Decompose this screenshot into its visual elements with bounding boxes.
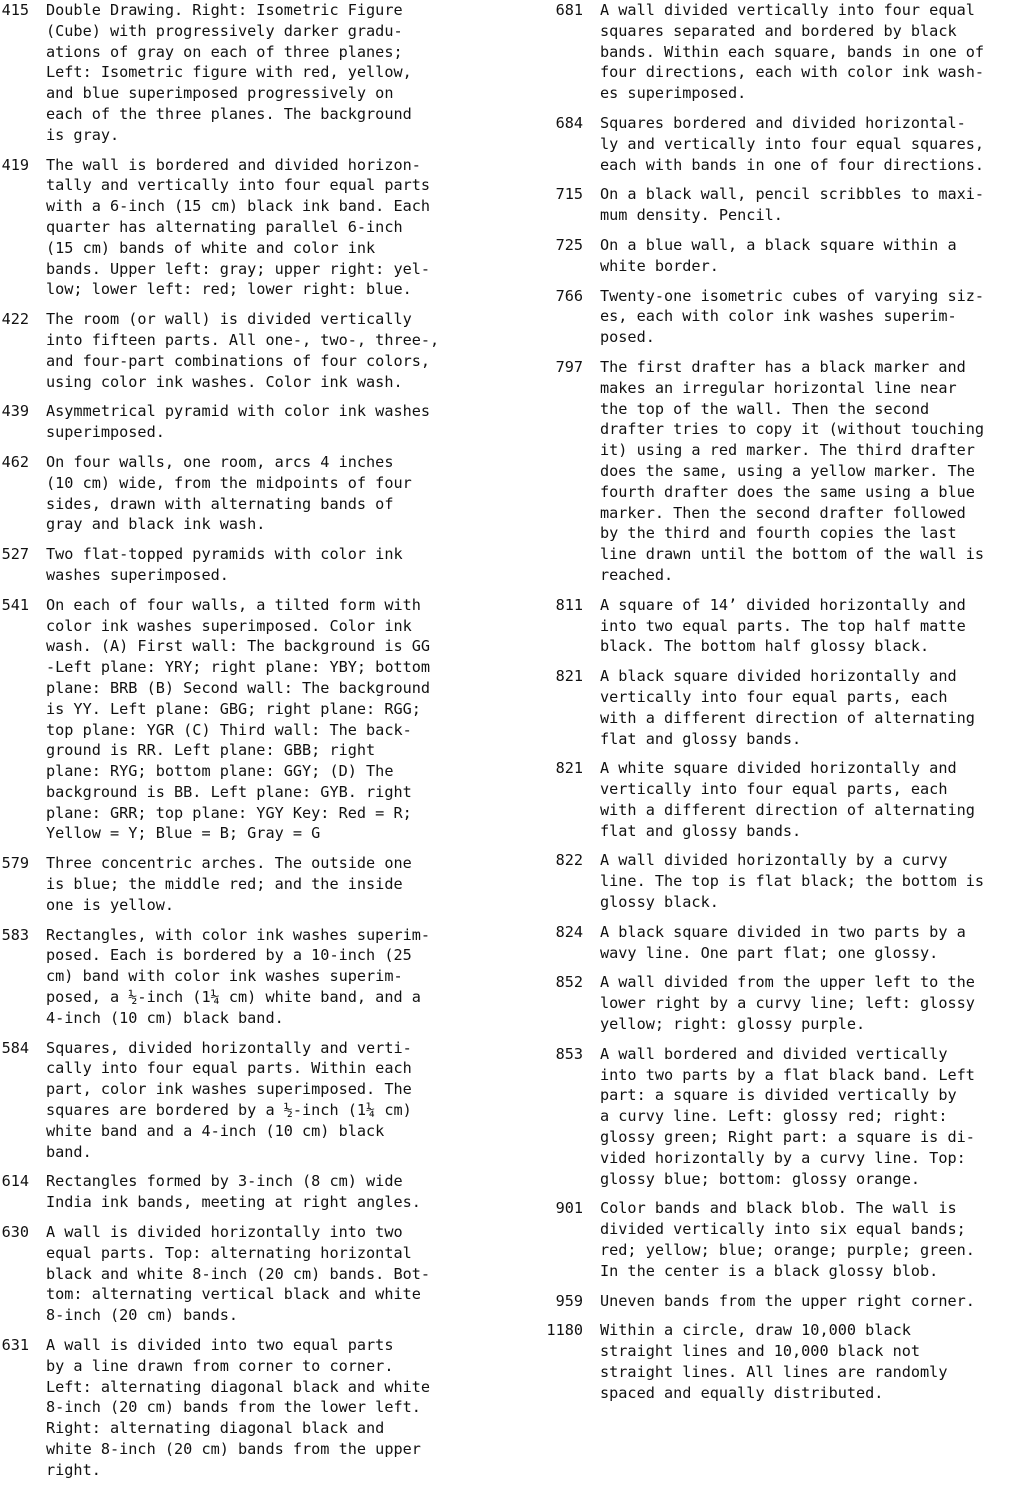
entry-text: Within a circle, draw 10,000 black straight lines and 10,000 black not straight lines. All lines are randomly spaced and equally distributed. (600, 1321, 948, 1402)
entry-number: 853 (555, 1044, 583, 1063)
entry-text: Twenty-one isometric cubes of varying siz- es, each with color ink washes superim- posed. (600, 286, 985, 347)
entry-text: Color bands and black blob. The wall is divided vertically into six equal bands; red; yellow; blue; orange; purple; green. In the center is a black glossy blob. (600, 1199, 975, 1280)
entry-852 (540, 972, 1035, 1034)
entry-text: A square of 14’ divided horizontally and into two equal parts. The top half matte black. The bottom half glossy black. (600, 595, 966, 656)
entry-text: The room (or wall) is divided vertically into fifteen parts. All one-, two-, three-, and four-part combinations of four colors, using color ink washes. Color ink wash. (46, 310, 440, 391)
entry-text: Double Drawing. Right: Isometric Figure (Cube) with progressively darker gradu- ations of gray on each of three planes; Left: Isometric figure with red, yellow, and blue superimposed progressively on each of the three planes. The background is gray. (46, 1, 412, 144)
entry-text: A wall bordered and divided vertically into two parts by a flat black band. Left part: a square is divided vertically by a curvy line. Left: glossy red; right: glossy green; Right part: a square is di- vided horizontally by a curvy line. Top: glossy blue; bottom: glossy orange. (600, 1044, 975, 1188)
entry-text: Three concentric arches. The outside one is blue; the middle red; and the inside one is yellow. (46, 854, 412, 914)
entry-text: On each of four walls, a tilted form with color ink washes superimposed. Color ink wash. (A) First wall: The background is GG -Left plane: YRY; right plane: YBY; bottom plane: BRB (B) Second wall: The background is YY. Left plane: GBG; right plane: RGG; top plane: YGR (C) Third wall: The back- ground is RR. Left plane: GBB; right plane: RYG; bottom plane: GGY; (D) The background is BB. Left plane: GYB. right plane: GRR; top plane: YGY Key: Red = R; Yellow = Y; Blue = B; Gray = G (46, 595, 431, 843)
entry-text: A wall is divided horizontally into two equal parts. Top: alternating horizontal black and white 8-inch (20 cm) bands. Bot- tom: alternating vertical black and white 8-inch (20 cm) bands. (46, 1223, 431, 1325)
entry-631 (0, 1335, 500, 1481)
entry-number: 684 (555, 113, 583, 132)
entry-584 (0, 1038, 500, 1163)
entry-text: A black square divided horizontally and vertically into four equal parts, each with a different direction of alternating flat and glossy bands. (600, 667, 975, 748)
entry-number: 422 (1, 310, 29, 329)
entry-419 (0, 155, 500, 301)
entry-462 (0, 452, 500, 535)
entry-text: A wall divided from the upper left to the lower right by a curvy line; left: glossy yellow; right: glossy purple. (600, 973, 975, 1034)
entry-number: 821 (555, 667, 583, 686)
entry-822 (540, 850, 1035, 912)
entry-901 (540, 1198, 1035, 1281)
entry-541 (0, 595, 500, 845)
entry-number: 852 (555, 973, 583, 992)
left-column (0, 0, 500, 1490)
entry-614 (0, 1171, 500, 1213)
entry-text: A wall is divided into two equal parts by a line drawn from corner to corner. Left: alternating diagonal black and white 8-inch (20 cm) bands from the lower left. Right: alternating diagonal black and white 8-inch (20 cm) bands from the upper right. (46, 1336, 431, 1479)
entry-766 (540, 286, 1035, 348)
entry-number: 631 (1, 1336, 29, 1355)
entry-number: 681 (555, 1, 583, 19)
entry-number: 419 (1, 155, 29, 174)
entry-text: Two flat-topped pyramids with color ink washes superimposed. (46, 545, 403, 584)
entry-415 (0, 0, 500, 146)
entry-text: On a black wall, pencil scribbles to maxi- mum density. Pencil. (600, 185, 985, 225)
entry-number: 959 (555, 1291, 583, 1310)
entry-text: On a blue wall, a black square within a white border. (600, 235, 957, 275)
entry-number: 725 (555, 235, 583, 254)
entry-number: 584 (1, 1038, 29, 1057)
entry-811 (540, 595, 1035, 657)
entry-1180 (540, 1320, 1035, 1403)
entry-text: The wall is bordered and divided horizon- tally and vertically into four equal parts with a 6-inch (15 cm) black ink band. Each quarter has alternating parallel 6-inch (15 cm) bands of white and color ink bands. Upper left: gray; upper right: yel- low; lower left: red; lower right: blue. (46, 155, 431, 299)
entry-text: A black square divided in two parts by a wavy line. One part flat; one glossy. (600, 922, 966, 962)
entry-text: Rectangles formed by 3-inch (8 cm) wide India ink bands, meeting at right angles. (46, 1172, 421, 1212)
entry-text: Asymmetrical pyramid with color ink washes superimposed. (46, 402, 431, 442)
entry-number: 462 (1, 452, 29, 471)
entry-text: Rectangles, with color ink washes superim- posed. Each is bordered by a 10-inch (25 cm) band with color ink washes superim- posed, a ½-inch (1¼ cm) white band, and a 4-inch (10 cm) black band. (46, 925, 431, 1027)
entry-number: 822 (555, 851, 583, 870)
entry-text: The first drafter has a black marker and makes an irregular horizontal line near the top of the wall. Then the second drafter tries to copy it (without touching it) using a red marker. The third drafter does the same, using a yellow marker. The fourth drafter does the same using a blue marker. Then the second drafter followed by the third and fourth copies the last line drawn until the bottom of the wall is reached. (600, 357, 985, 584)
entry-text: Uneven bands from the upper right corner. (600, 1291, 975, 1310)
entry-number: 821 (555, 759, 583, 778)
entry-583 (0, 925, 500, 1029)
entry-630 (0, 1222, 500, 1326)
entry-684 (540, 113, 1035, 175)
entry-681 (540, 0, 1035, 104)
entry-number: 439 (1, 402, 29, 421)
entry-number: 797 (555, 357, 583, 376)
entry-824 (540, 922, 1035, 964)
entry-number: 901 (555, 1199, 583, 1218)
entry-797 (540, 357, 1035, 586)
entry-number: 583 (1, 925, 29, 944)
entry-number: 824 (555, 922, 583, 941)
entry-text: A wall divided vertically into four equal squares separated and bordered by black bands. Within each square, bands in one of four directions, each with color ink wash- es superimposed. (600, 1, 985, 103)
entry-number: 527 (1, 545, 29, 564)
entry-text: A white square divided horizontally and vertically into four equal parts, each with a different direction of alternating flat and glossy bands. (600, 759, 975, 840)
entry-959 (540, 1291, 1035, 1312)
entry-text: A wall divided horizontally by a curvy line. The top is flat black; the bottom is glossy black. (600, 851, 985, 912)
entry-number: 579 (1, 854, 29, 873)
entry-number: 1180 (546, 1321, 583, 1340)
entry-number: 614 (1, 1172, 29, 1191)
entry-number: 541 (1, 595, 29, 614)
entry-number: 415 (1, 1, 29, 19)
entry-number: 630 (1, 1223, 29, 1242)
entry-715 (540, 184, 1035, 226)
right-column (540, 0, 1035, 1413)
entry-821-white (540, 758, 1035, 841)
entry-579 (0, 853, 500, 915)
entry-number: 766 (555, 286, 583, 305)
entry-439 (0, 401, 500, 443)
entry-725 (540, 235, 1035, 277)
entry-number: 811 (555, 595, 583, 614)
entry-422 (0, 309, 500, 392)
entry-527 (0, 544, 500, 586)
entry-821-black (540, 666, 1035, 749)
entry-text: Squares, divided horizontally and verti- cally into four equal parts. Within each part, color ink washes superimposed. The squares are bordered by a ½-inch (1¼ cm) white band and a 4-inch (10 cm) black band. (46, 1038, 412, 1161)
entry-text: Squares bordered and divided horizontal- ly and vertically into four equal squares, each with bands in one of four directions. (600, 113, 985, 174)
entry-text: On four walls, one room, arcs 4 inches (10 cm) wide, from the midpoints of four sides, drawn with alternating bands of gray and black ink wash. (46, 452, 412, 534)
entry-853 (540, 1044, 1035, 1190)
entry-number: 715 (555, 185, 583, 204)
